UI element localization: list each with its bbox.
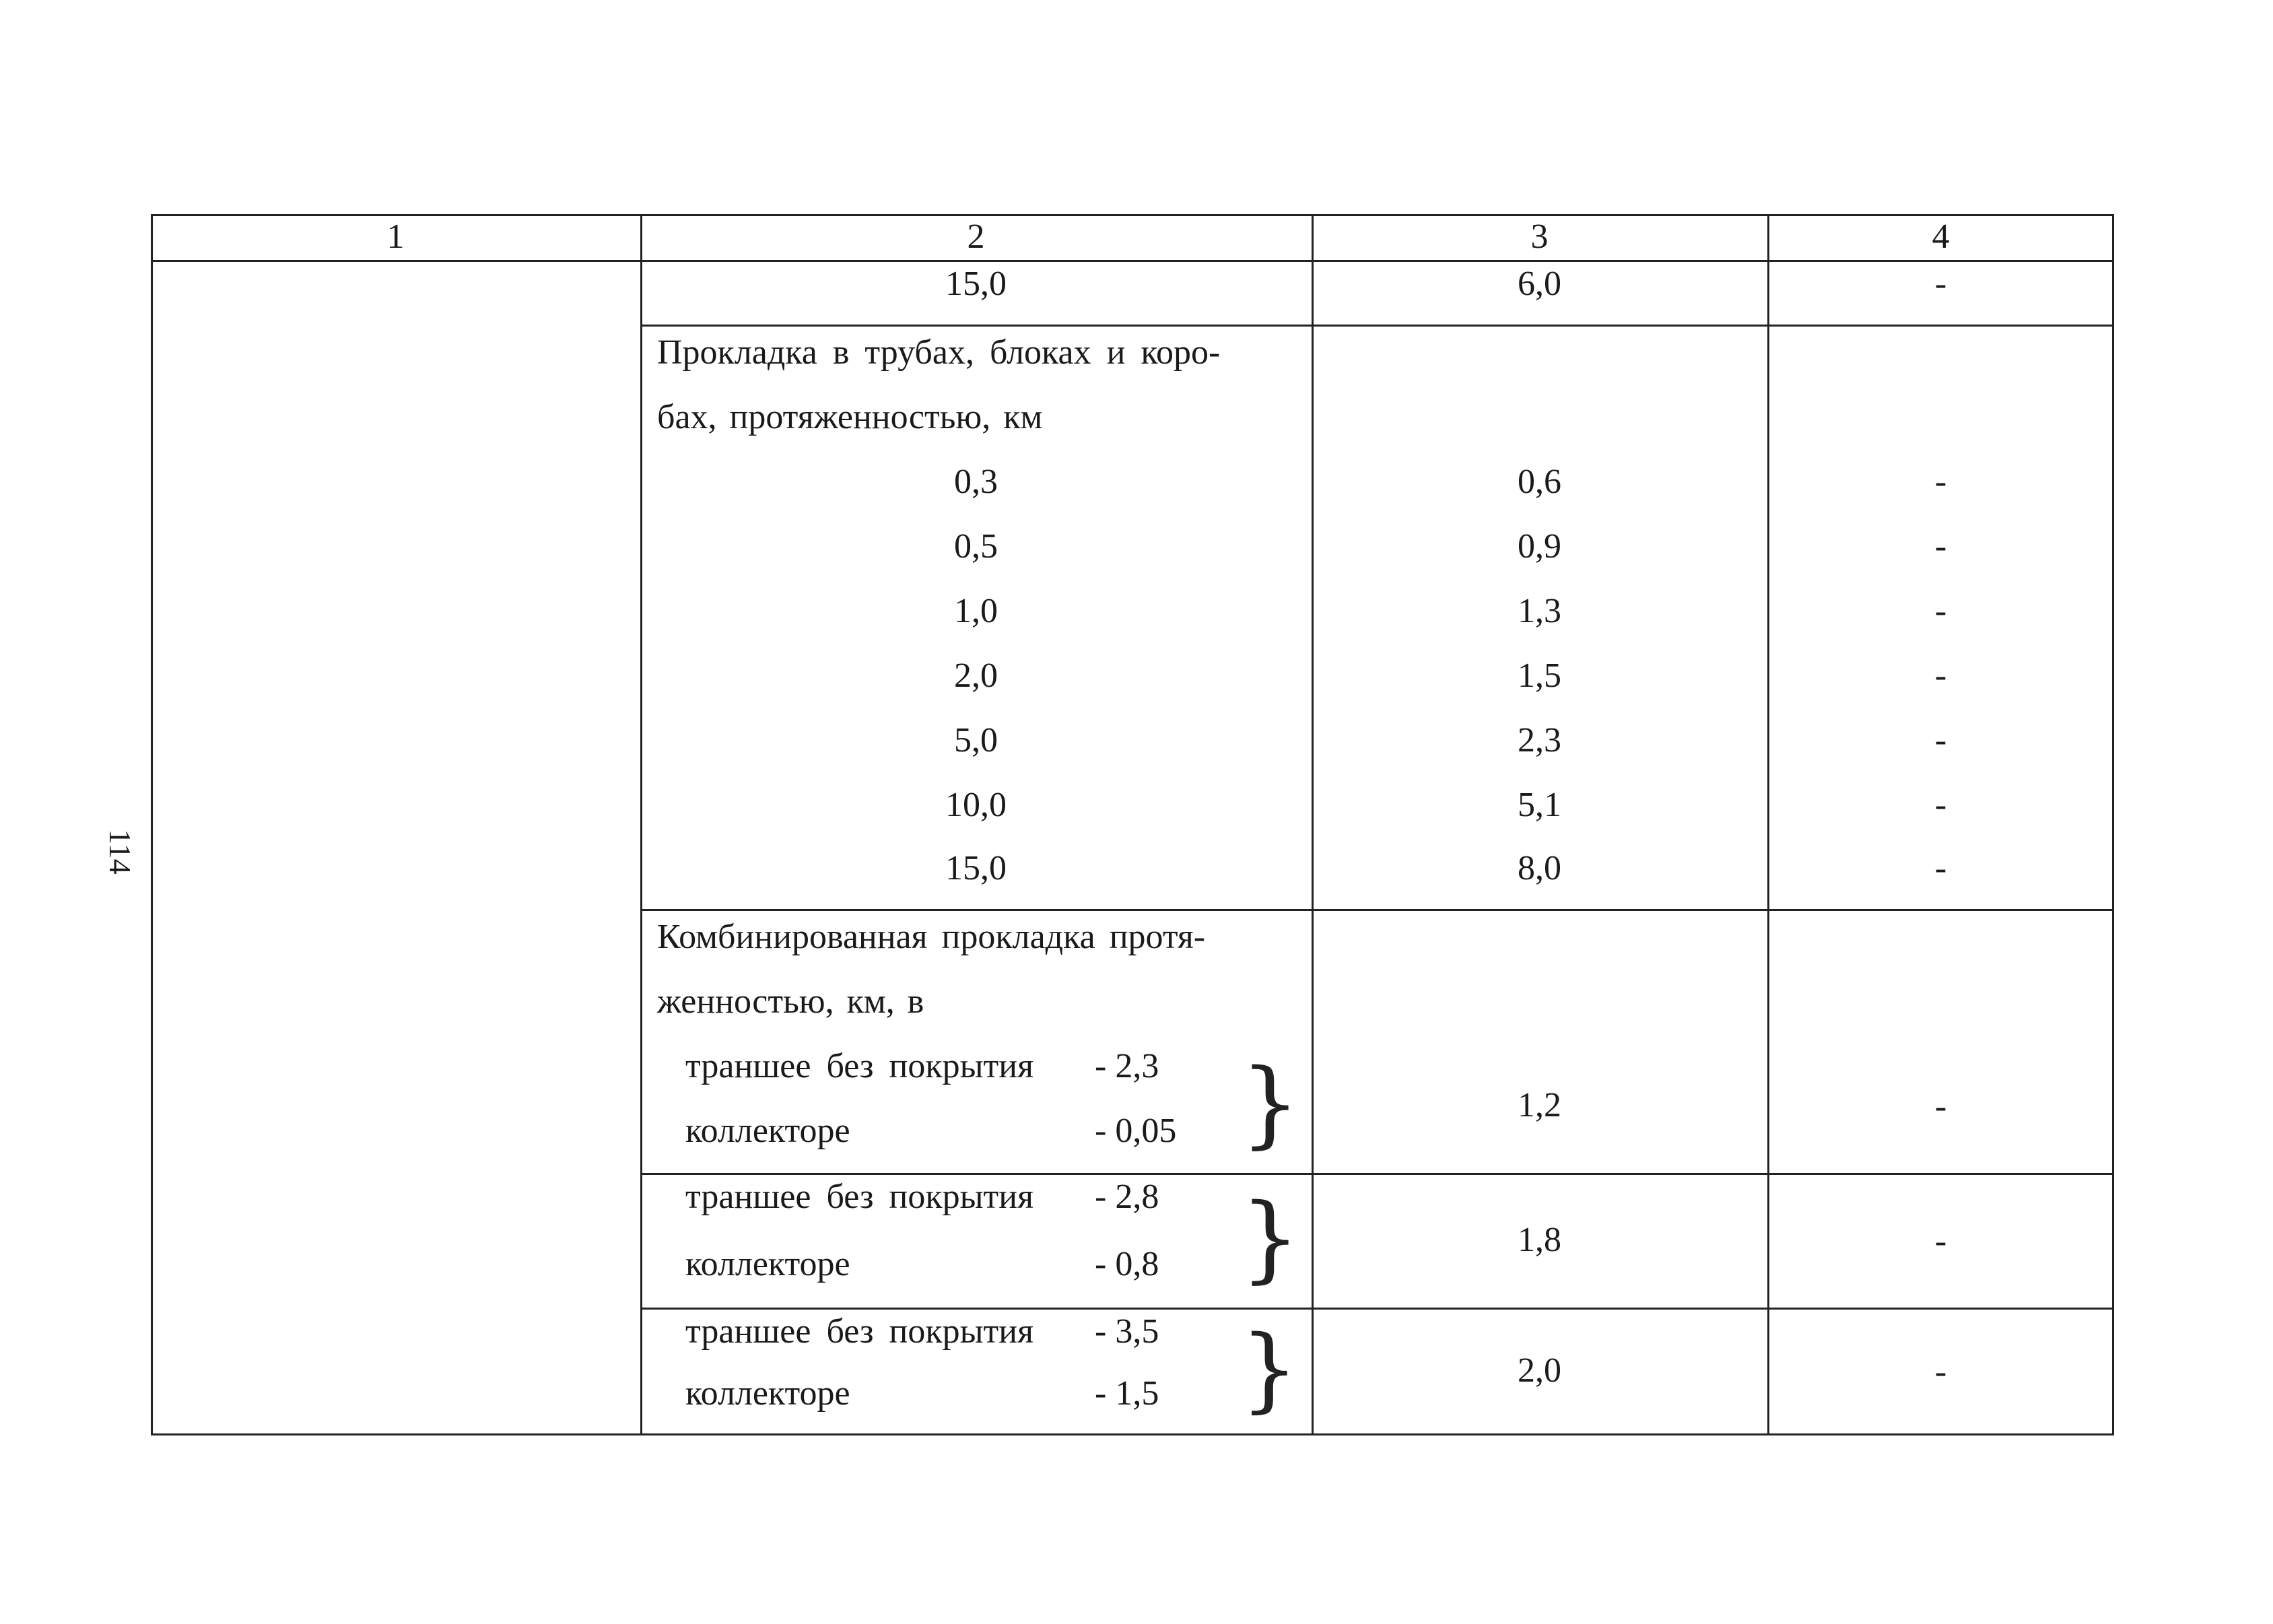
coefficient-value: 2,0 — [1518, 1351, 1561, 1390]
section-divider — [640, 909, 2114, 911]
curly-brace-icon: } — [1240, 1316, 1299, 1423]
coefficient-value: 0,9 — [1518, 527, 1561, 566]
col4-value: - — [1934, 527, 1947, 566]
col4-value: - — [1934, 849, 1947, 887]
section-title: женностью, км, в — [657, 982, 924, 1021]
col4-value: - — [1934, 1222, 1947, 1260]
col4-value: - — [1934, 592, 1947, 630]
cell-value: 15,0 — [945, 265, 1007, 303]
header-col-4: 4 — [1932, 217, 1950, 256]
length-value: 0,5 — [954, 527, 998, 566]
col4-value: - — [1934, 463, 1947, 501]
trench-label: траншее без покрытия — [685, 1178, 1033, 1216]
collector-label: коллекторе — [685, 1112, 850, 1150]
header-divider — [151, 260, 2114, 262]
col4-value: - — [1934, 656, 1947, 695]
table-top-border — [151, 214, 2114, 216]
header-col-3: 3 — [1530, 217, 1549, 256]
coefficient-value: 1,8 — [1518, 1221, 1561, 1259]
trench-value: - 2,8 — [1095, 1178, 1159, 1216]
col4-value: - — [1934, 1087, 1947, 1126]
header-col-1: 1 — [386, 217, 405, 256]
coefficient-value: 1,2 — [1518, 1086, 1561, 1124]
curly-brace-icon: } — [1240, 1184, 1301, 1293]
col4-value: - — [1934, 721, 1947, 759]
coefficient-value: 0,6 — [1518, 463, 1561, 501]
section-title: Комбинированная прокладка протя- — [657, 918, 1206, 956]
cell-value: 6,0 — [1518, 265, 1561, 303]
curly-brace-icon: } — [1240, 1049, 1301, 1159]
table-left-border — [151, 214, 153, 1435]
collector-label: коллекторе — [685, 1374, 850, 1413]
col4-value: - — [1934, 1353, 1947, 1391]
row-divider — [640, 325, 2114, 327]
section-title: бах, протяженностью, км — [657, 398, 1043, 436]
data-table — [151, 214, 2114, 1435]
table-bottom-border — [151, 1433, 2114, 1435]
length-value: 5,0 — [954, 721, 998, 759]
trench-value: - 2,3 — [1095, 1047, 1159, 1085]
length-value: 2,0 — [954, 656, 998, 695]
length-value: 0,3 — [954, 463, 998, 501]
length-value: 1,0 — [954, 592, 998, 630]
section-title: Прокладка в трубах, блоках и коро- — [657, 333, 1221, 372]
group-divider — [640, 1173, 2114, 1175]
cell-value: - — [1934, 265, 1947, 303]
collector-label: коллекторе — [685, 1245, 850, 1283]
header-col-2: 2 — [967, 217, 985, 256]
coefficient-value: 1,5 — [1518, 656, 1561, 695]
trench-label: траншее без покрытия — [685, 1047, 1033, 1085]
coefficient-value: 8,0 — [1518, 849, 1561, 887]
group-divider — [640, 1308, 2114, 1310]
collector-value: - 0,05 — [1095, 1112, 1177, 1150]
length-value: 15,0 — [945, 849, 1007, 887]
trench-label: траншее без покрытия — [685, 1312, 1033, 1351]
collector-value: - 0,8 — [1095, 1245, 1159, 1283]
length-value: 10,0 — [945, 786, 1007, 824]
coefficient-value: 2,3 — [1518, 721, 1561, 759]
page-number: 114 — [103, 829, 137, 875]
coefficient-value: 1,3 — [1518, 592, 1561, 630]
trench-value: - 3,5 — [1095, 1312, 1159, 1351]
col4-value: - — [1934, 786, 1947, 824]
coefficient-value: 5,1 — [1518, 786, 1561, 824]
collector-value: - 1,5 — [1095, 1374, 1159, 1413]
